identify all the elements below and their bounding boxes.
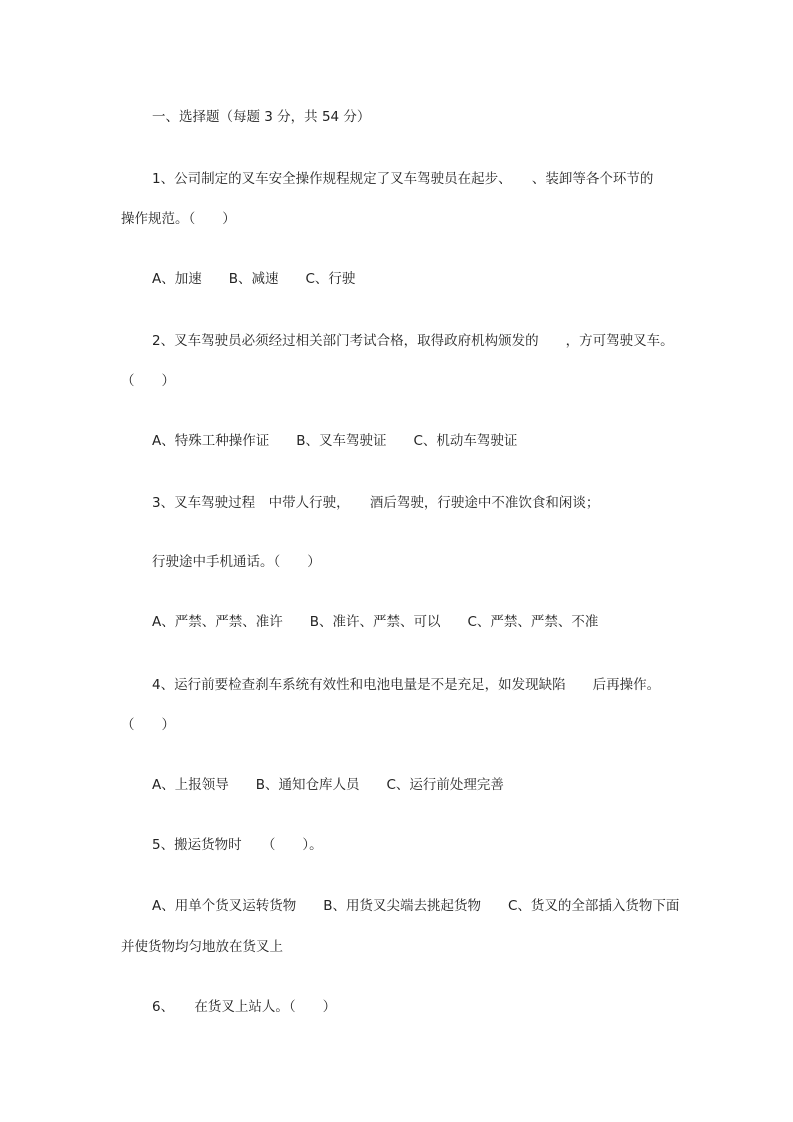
question-1-text-cont: 操作规范。（ ） [121, 211, 236, 227]
question-6-text: 6、 在货叉上站人。（ ） [152, 999, 337, 1015]
question-1-options: A、加速 B、减速 C、行驶 [152, 271, 356, 287]
question-4-text-cont: （ ） [121, 717, 175, 733]
question-4-text: 4、运行前要检查刹车系统有效性和电池电量是不是充足，如发现缺陷 后再操作。 [152, 677, 661, 693]
question-4-options: A、上报领导 B、通知仓库人员 C、运行前处理完善 [152, 777, 504, 793]
question-5-text: 5、搬运货物时 （ ）。 [152, 837, 323, 853]
question-3-text: 3、叉车驾驶过程 中带人行驶， 酒后驾驶，行驶途中不准饮食和闲谈； [152, 495, 600, 511]
question-1-text: 1、公司制定的叉车安全操作规程规定了叉车驾驶员在起步、 、装卸等各个环节的 [152, 171, 654, 187]
question-5-options: A、用单个货叉运转货物 B、用货叉尖端去挑起货物 C、货叉的全部插入货物下面 [152, 898, 680, 914]
question-2-options: A、特殊工种操作证 B、叉车驾驶证 C、机动车驾驶证 [152, 433, 518, 449]
question-2-text-cont: （ ） [121, 373, 175, 389]
question-3-text-cont: 行驶途中手机通话。（ ） [152, 554, 321, 570]
question-3-options: A、严禁、严禁、准许 B、准许、严禁、可以 C、严禁、严禁、不准 [152, 614, 599, 630]
question-2-text: 2、叉车驾驶员必须经过相关部门考试合格，取得政府机构颁发的 ，方可驾驶叉车。 [152, 333, 674, 349]
question-5-options-cont: 并使货物均匀地放在货叉上 [121, 939, 283, 955]
section-heading: 一、选择题（每题 3 分，共 54 分） [152, 109, 371, 125]
